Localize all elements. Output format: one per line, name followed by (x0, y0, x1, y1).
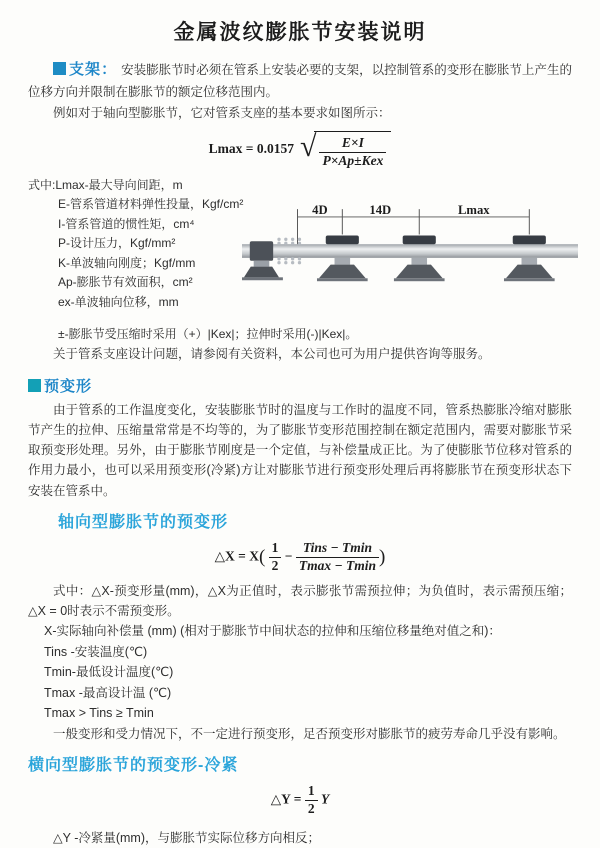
guide-support (317, 235, 368, 281)
lateral-half-denominator: 2 (307, 800, 315, 816)
predeform-section-heading (28, 375, 572, 396)
diagram-label-4d: 4D (312, 202, 328, 217)
lmax-formula-denominator: P×Ap±Kex (322, 152, 384, 168)
minus-sign: − (284, 548, 293, 564)
definition-line: 式中:Lmax-最大导向间距，m (28, 177, 183, 192)
axial-definition-line: Tmax > Tins ≥ Tmin (44, 706, 154, 721)
axial-subheading: 轴向型膨胀节的预变形 (58, 513, 229, 531)
teal-square-icon (28, 379, 41, 392)
lateral-formula-lhs: △Y = (270, 791, 302, 807)
definition-line: K-单波轴向刚度；Kgf/mm (58, 255, 196, 270)
definition-line: P-设计压力，Kgf/mm² (58, 236, 176, 251)
lmax-formula-numerator: E×I (319, 135, 386, 153)
support-intro-paragraph (28, 58, 572, 103)
service-note: 关于管系支座设计问题，请参阅有关资料，本公司也可为用户提供咨询等服务。 (53, 346, 491, 361)
axial-definition-line: Tmax -最高设计温 (℃) (44, 685, 172, 700)
lateral-note: △Y -冷紧量(mm)，与膨胀节实际位移方向相反； (53, 830, 321, 845)
blue-square-icon (53, 62, 66, 75)
sqrt-radical (300, 131, 391, 170)
radical-sign-icon: √ (300, 129, 317, 163)
lateral-half-numerator: 1 (305, 783, 318, 801)
close-paren: ) (379, 546, 386, 568)
pipe (242, 244, 578, 258)
definition-line: E-管系管道材料弹性投量，Kgf/cm² (58, 197, 244, 212)
diagram-label-lmax: Lmax (457, 202, 490, 217)
axial-closing-line: 一般变形和受力情况下，不一定进行预变形，足否预变形对膨胀节的疲劳寿命几乎没有影响。 (53, 726, 566, 741)
lateral-formula (28, 783, 572, 818)
temp-numerator: Tins − Tmin (296, 540, 379, 558)
symbol-definitions-list (28, 176, 278, 313)
support-section-heading: 支架： (69, 61, 118, 78)
definition-line: I-管系管道的惯性矩，cm⁴ (58, 216, 195, 231)
open-paren: ( (258, 546, 266, 568)
axial-formula (28, 540, 572, 575)
definitions-and-diagram (28, 176, 572, 324)
axial-explanation: 式中：△X-预变形量(mm)，△X为正值时，表示膨张节需预拉伸；为负值时，表示需预压缩；△X = 0时表示不需预变形。 (28, 583, 572, 618)
pipe-support-diagram (242, 200, 578, 304)
support-intro-text: 安装膨胀节时必须在管系上安装必要的支架，以控制管系的变形在膨胀节上产生的位移方向并限制在膨胀节的额定位移范围内。 (28, 63, 572, 100)
axial-formula-lhs: △X = X (214, 548, 259, 564)
diagram-label-14d: 14D (369, 202, 392, 217)
support-example-line: 例如对于轴向型膨胀节，它对管系支座的基本要求如图所示： (53, 105, 391, 120)
predeform-heading-text: 预变形 (44, 377, 93, 395)
lateral-formula-rhs: Y (320, 791, 330, 807)
axial-definition-line: X-实际轴向补偿量 (mm) (相对于膨胀节中间状态的拉伸和压缩位移量绝对值之和)： (44, 624, 501, 639)
half-numerator: 1 (269, 540, 282, 558)
guide-support (504, 235, 555, 281)
page-title: 金属波纹膨胀节安装说明 (173, 21, 427, 44)
lmax-formula (28, 131, 572, 170)
predeform-paragraph: 由于管系的工作温度变化，安装膨胀节时的温度与工作时的温度不同，管系热膨胀冷缩对膨胀节产生的拉伸、压缩量常常是不均等的，为了膨胀节变形范围控制在额定范围内，需要对膨胀节采取预变形处理。另外，由于膨胀节刚度是一个定值，与补偿量成正比。为了使膨胀节位移对管系的作用力最小，也可以采用预变形(冷紧)方让对膨胀节进行预变形处理后再将膨胀节在预变形状态下安装在管系中。 (28, 402, 572, 498)
temp-denominator: Tmax − Tmin (298, 557, 377, 573)
axial-definition-line: Tins -安装温度(℃) (44, 644, 148, 659)
lmax-formula-prefix: Lmax = 0.0157 (208, 140, 294, 156)
half-denominator: 2 (271, 557, 279, 573)
guide-support (394, 235, 445, 281)
definition-line: Ap-膨胀节有效面积，cm² (58, 275, 193, 290)
plus-minus-note: ±-膨胀节受压缩时采用（+）|Kex|；拉伸时采用(-)|Kex|。 (58, 326, 358, 341)
lateral-subheading: 横向型膨胀节的预变形-冷紧 (28, 756, 239, 774)
axial-definition-line: Tmin-最低设计温度(℃) (44, 665, 174, 680)
definition-line: ex-单波轴向位移，mm (58, 294, 179, 309)
